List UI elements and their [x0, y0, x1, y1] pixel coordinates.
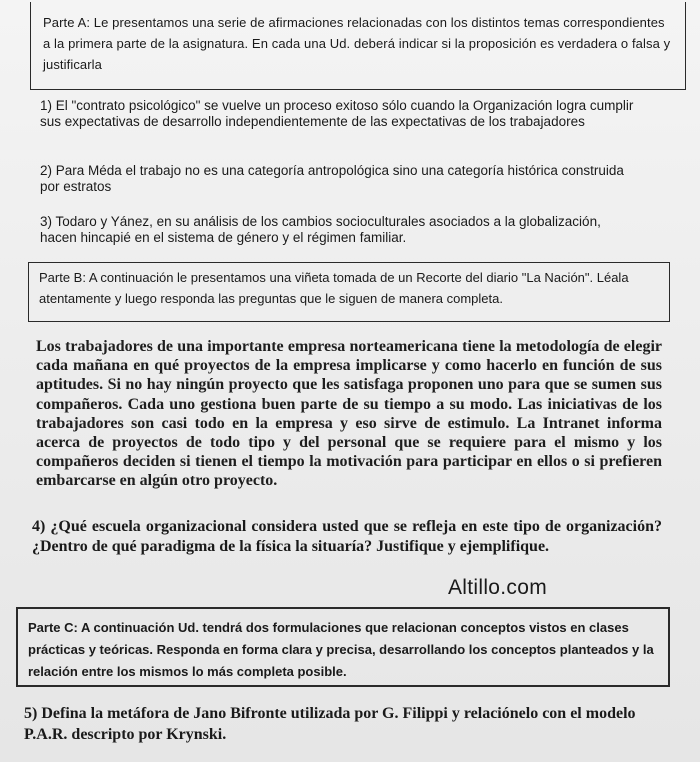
- question-1: 1) El "contrato psicológico" se vuelve un proceso exitoso sólo cuando la Organización logra cumplir sus expectativas de desarrollo independientemente de las expectativas de los trabajadores: [40, 98, 634, 129]
- parte-b-box: [28, 262, 670, 322]
- question-4: 4) ¿Qué escuela organizacional considera usted que se refleja en este tipo de organización? ¿Dentro de qué paradigma de la física la situaría? Justifique y ejemplifique.: [32, 518, 662, 555]
- question-3: 3) Todaro y Yánez, en su análisis de los cambios socioculturales asociados a la globalización, hacen hincapié en el sistema de género y el régimen familiar.: [40, 214, 601, 245]
- parte-a-box: [30, 2, 686, 90]
- parte-c-instructions: Parte C: A continuación Ud. tendrá dos formulaciones que relacionan conceptos vistos en clases prácticas y teóricas. Responda en forma clara y precisa, desarrollando los conceptos planteados y la relación entre los mismos lo más completa posible.: [28, 620, 654, 679]
- question-5: 5) Defina la metáfora de Jano Bifronte utilizada por G. Filippi y relaciónelo con el modelo P.A.R. descripto por Krynski.: [24, 705, 636, 743]
- news-vignette: Los trabajadores de una importante empresa norteamericana tiene la metodología de elegir cada mañana en qué proyectos de la empresa implicarse y como hacerlo en función de sus aptitudes. Si no hay ningún proyecto que les satisfaga proponen uno para que se sumen sus compañeros. Cada uno gestiona buen parte de su tiempo a su modo. Las iniciativas de los trabajadores son casi todo en la empresa y eso sirve de estimulo. La Intranet informa acerca de proyectos de todo tipo y del personal que se requiere para el mismo y los compañeros deciden si tienen el tiempo la motivación para participar en ellos o si prefieren embarcarse en algún otro proyecto.: [36, 338, 662, 490]
- parte-c-box: [16, 607, 670, 687]
- parte-a-instructions: Parte A: Le presentamos una serie de afirmaciones relacionadas con los distintos temas correspondientes a la primera parte de la asignatura. En cada una Ud. deberá indicar si la proposición es verdadera o falsa y justificarla: [43, 15, 671, 72]
- question-2: 2) Para Méda el trabajo no es una categoría antropológica sino una categoría histórica construida por estratos: [40, 163, 624, 194]
- parte-b-instructions: Parte B: A continuación le presentamos una viñeta tomada de un Recorte del diario "La Nación". Léala atentamente y luego responda las preguntas que le siguen de manera completa.: [39, 270, 629, 306]
- watermark: Altillo.com: [448, 576, 547, 599]
